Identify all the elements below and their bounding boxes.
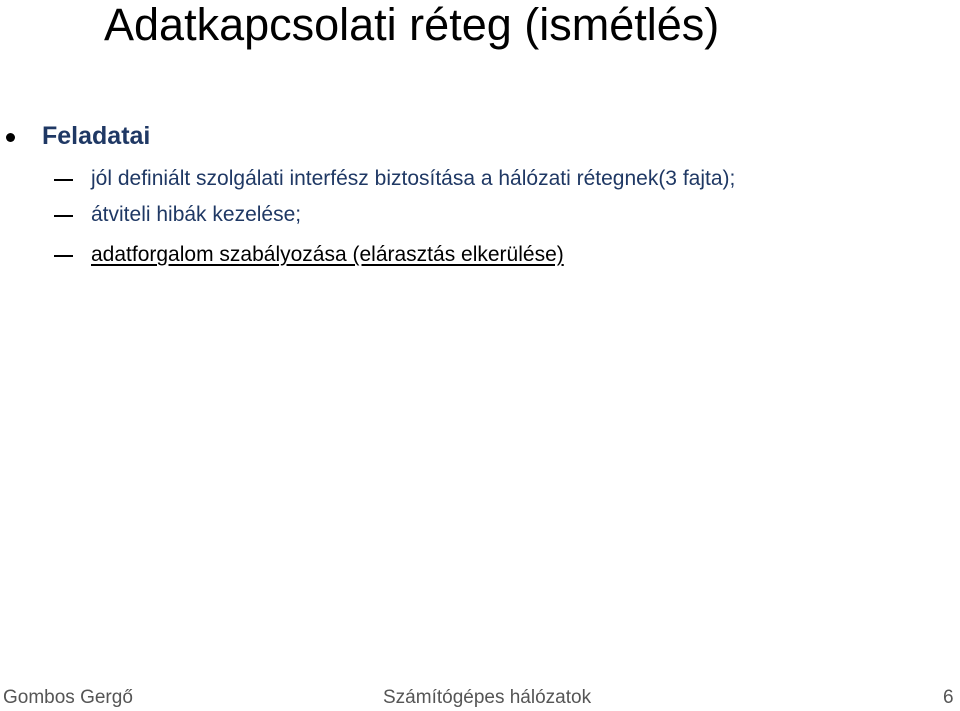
bullet-dot-icon — [6, 133, 15, 142]
dash-icon — [54, 179, 73, 181]
bullet-item-feladatai — [0, 121, 960, 151]
footer-course: Számítógépes hálózatok — [383, 687, 592, 708]
footer-page-number: 6 — [943, 687, 954, 708]
sub-item — [0, 201, 960, 229]
sub-item-text: jól definiált szolgálati interfész biztosítása a hálózati rétegnek(3 fajta); — [91, 167, 736, 190]
sub-item-text: átviteli hibák kezelése; — [91, 203, 302, 226]
sub-item — [0, 165, 960, 193]
footer-author: Gombos Gergő — [3, 687, 133, 708]
dash-icon — [54, 255, 73, 257]
sub-item — [0, 241, 960, 271]
sub-item-text: adatforgalom szabályozása (elárasztás elkerülése) — [91, 243, 564, 266]
slide-title: Adatkapcsolati réteg (ismétlés) — [104, 0, 720, 50]
dash-icon — [54, 215, 73, 217]
bullet-label: Feladatai — [42, 122, 151, 150]
